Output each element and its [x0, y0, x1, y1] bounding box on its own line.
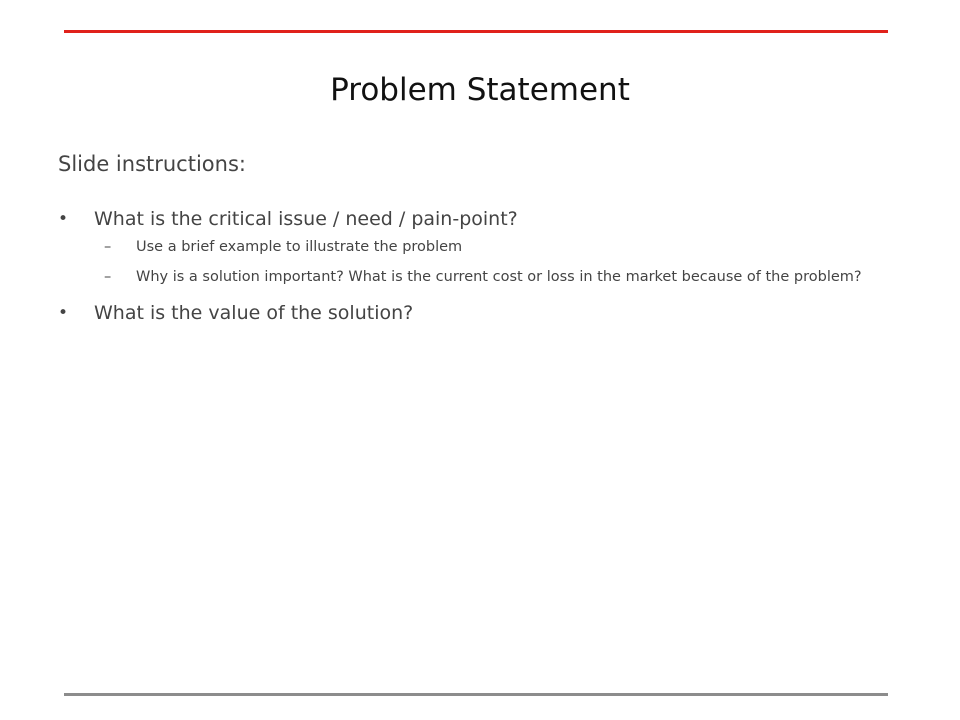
bullet-text: What is the critical issue / need / pain-point?: [94, 208, 518, 230]
sub-bullet-text: Use a brief example to illustrate the problem: [136, 239, 463, 255]
sub-bullet-item-importance: [94, 266, 888, 288]
sub-bullet-item-example: [94, 236, 888, 258]
bullet-list: [58, 204, 888, 328]
bullet-icon: •: [58, 303, 69, 323]
dash-icon: –: [104, 239, 112, 255]
bullet-item-critical-issue: [58, 204, 888, 288]
sub-bullet-list: [94, 236, 888, 288]
bullet-text: What is the value of the solution?: [94, 302, 414, 324]
slide-instructions-heading: Slide instructions:: [58, 152, 246, 176]
bullet-icon: •: [58, 209, 69, 229]
top-red-rule: [64, 30, 888, 33]
dash-icon: –: [104, 269, 112, 285]
bullet-item-solution-value: [58, 298, 888, 328]
sub-bullet-text: Why is a solution important? What is the current cost or loss in the market because of the problem?: [136, 269, 862, 285]
slide-title: Problem Statement: [330, 72, 630, 108]
bottom-gray-rule: [64, 693, 888, 696]
